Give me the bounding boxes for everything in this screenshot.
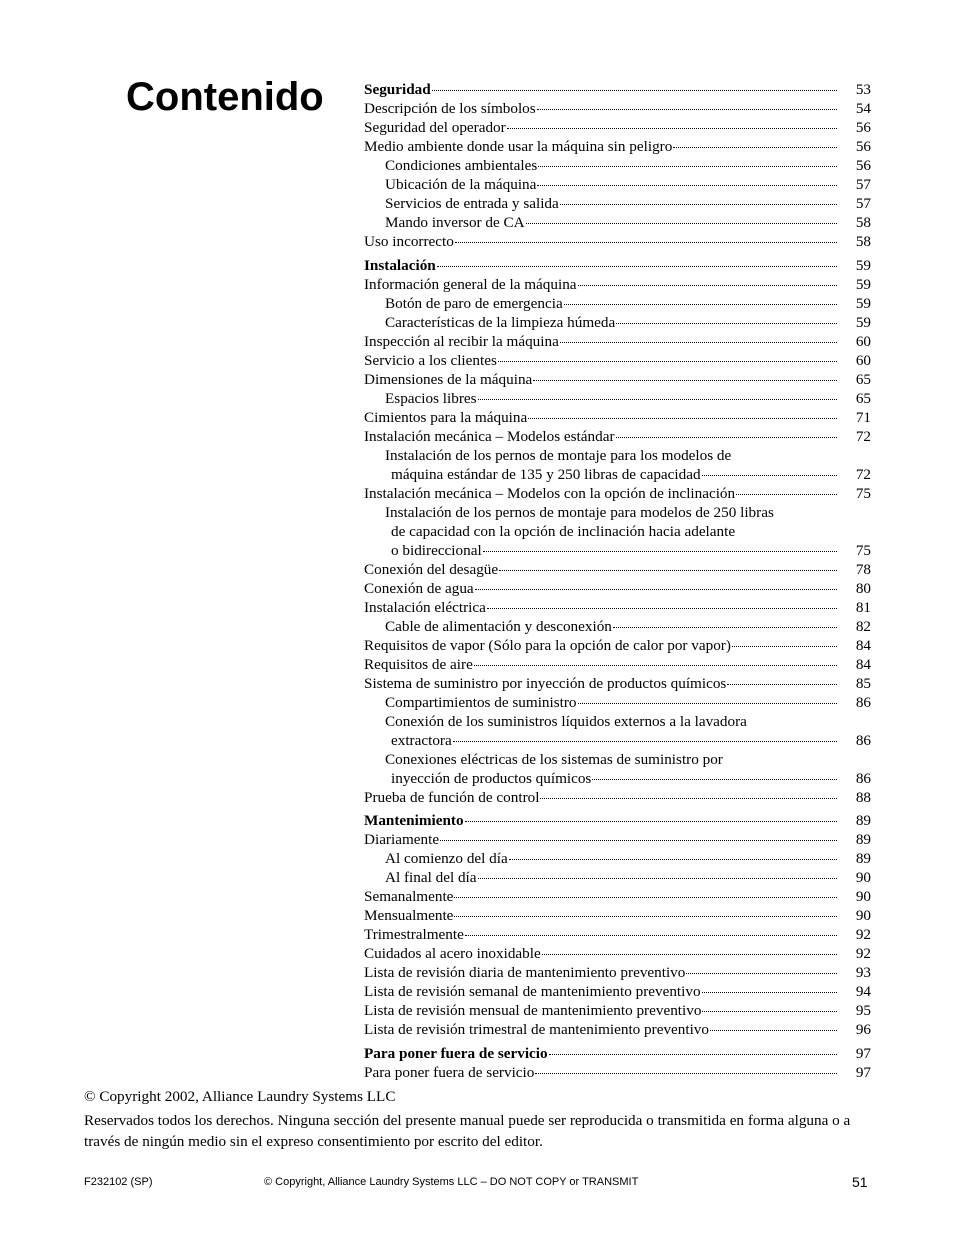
toc-entry [364, 1001, 871, 1020]
toc-dot-leader [578, 703, 837, 704]
toc-page-number: 59 [855, 275, 871, 293]
toc-dot-leader [616, 437, 838, 438]
toc-page-number: 85 [855, 674, 871, 692]
toc-dot-leader [538, 166, 837, 167]
toc-entry [364, 370, 871, 389]
toc-entry-title: Servicio a los clientes [364, 351, 497, 369]
toc-entry [364, 484, 871, 503]
toc-entry-title: Conexión del desagüe [364, 560, 499, 578]
toc-dot-leader [533, 380, 837, 381]
toc-entry-title: Condiciones ambientales [385, 157, 538, 174]
toc-page-number: 75 [855, 541, 871, 559]
toc-dot-leader [475, 589, 837, 590]
toc-page-number: 93 [855, 964, 871, 982]
toc-entry-title: Espacios libres [385, 389, 477, 407]
toc-dot-leader [478, 399, 837, 400]
toc-entry [364, 465, 871, 484]
toc-entry [364, 427, 871, 446]
toc-entry-title: Trimestralmente [364, 926, 464, 944]
toc-entry [364, 769, 871, 788]
toc-entry-title: inyección de productos químicos [391, 769, 592, 787]
toc-entry [364, 99, 871, 118]
toc-page-number: 71 [855, 408, 871, 426]
toc-dot-leader [528, 418, 837, 419]
toc-page-number: 89 [855, 831, 871, 849]
toc-dot-leader [465, 935, 837, 936]
toc-dot-leader [702, 992, 837, 993]
toc-entry [364, 712, 871, 731]
toc-dot-leader [732, 646, 837, 647]
toc-page-number: 86 [855, 693, 871, 711]
toc-page-number: 60 [855, 351, 871, 369]
toc-entry-title: Requisitos de vapor (Sólo para la opción de calor por vapor) [364, 636, 731, 654]
toc-entry [364, 118, 871, 137]
toc-entry [364, 906, 871, 925]
toc-entry [364, 275, 871, 294]
toc-page-number: 90 [855, 869, 871, 887]
toc-dot-leader [537, 109, 837, 110]
toc-section [364, 811, 871, 1039]
toc-page-number: 95 [855, 1002, 871, 1020]
toc-entry [364, 674, 871, 693]
toc-entry-title: Al comienzo del día [385, 850, 508, 868]
toc-page-number: 60 [855, 332, 871, 350]
toc-entry [364, 982, 871, 1001]
toc-entry-title: Lista de revisión semanal de mantenimiento preventivo [364, 983, 701, 1001]
toc-page-number: 78 [855, 560, 871, 578]
toc-dot-leader [487, 608, 837, 609]
toc-section-heading [364, 80, 871, 99]
toc-entry-title: Medio ambiente donde usar la máquina sin peligro [364, 138, 673, 155]
toc-entry-title: Conexión de los suministros líquidos externos a la lavadora [385, 712, 747, 730]
toc-entry-title: Mantenimiento [364, 812, 464, 830]
toc-entry-title: máquina estándar de 135 y 250 libras de capacidad [391, 465, 701, 483]
toc-page-number: 56 [855, 138, 871, 155]
toc-dot-leader [535, 1073, 837, 1074]
toc-section [364, 256, 871, 807]
toc-dot-leader [736, 494, 837, 495]
toc-dot-leader [710, 1030, 837, 1031]
toc-page-number: 72 [855, 427, 871, 445]
toc-dot-leader [454, 916, 837, 917]
toc-entry [364, 788, 871, 807]
toc-page-number: 89 [855, 812, 871, 830]
toc-entry-title: Botón de paro de emergencia [385, 294, 563, 312]
toc-entry [364, 137, 871, 156]
toc-dot-leader [483, 551, 837, 552]
toc-dot-leader [454, 897, 837, 898]
toc-entry [364, 313, 871, 332]
toc-entry [364, 750, 871, 769]
toc-entry [364, 963, 871, 982]
toc-entry [364, 232, 871, 251]
toc-dot-leader [526, 223, 837, 224]
toc-page-number: 84 [855, 636, 871, 654]
toc-entry [364, 175, 871, 194]
toc-entry [364, 213, 871, 232]
toc-entry-title: Características de la limpieza húmeda [385, 313, 616, 331]
toc-entry-title: Inspección al recibir la máquina [364, 332, 559, 350]
toc-dot-leader [437, 266, 837, 267]
toc-entry [364, 389, 871, 408]
toc-entry-title: Mando inversor de CA [385, 214, 525, 231]
toc-page-number: 90 [855, 888, 871, 906]
toc-section-heading [364, 256, 871, 275]
toc-page-number: 65 [855, 370, 871, 388]
toc-entry [364, 617, 871, 636]
toc-entry-title: Instalación mecánica – Modelos estándar [364, 427, 615, 445]
toc-page-number: 59 [855, 313, 871, 331]
toc-entry-title: Diariamente [364, 831, 440, 849]
toc-page-number: 92 [855, 945, 871, 963]
toc-entry-title: Descripción de los símbolos [364, 100, 536, 117]
toc-dot-leader [432, 90, 837, 91]
toc-dot-leader [537, 185, 837, 186]
toc-entry-title: Cable de alimentación y desconexión [385, 617, 612, 635]
toc-entry-title: Cuidados al acero inoxidable [364, 945, 541, 963]
toc-dot-leader [509, 859, 837, 860]
toc-page-number: 90 [855, 907, 871, 925]
toc-page-number: 94 [855, 983, 871, 1001]
toc-dot-leader [673, 147, 837, 148]
toc-dot-leader [702, 1011, 837, 1012]
toc-page-number: 96 [855, 1021, 871, 1039]
toc-section-heading [364, 811, 871, 830]
toc-dot-leader [540, 798, 837, 799]
toc-page-number: 65 [855, 389, 871, 407]
toc-entry [364, 944, 871, 963]
toc-page-number: 58 [855, 233, 871, 250]
toc-entry-title: Instalación de los pernos de montaje para modelos de 250 libras [385, 503, 774, 521]
toc-entry-title: Información general de la máquina [364, 275, 577, 293]
toc-entry [364, 522, 871, 541]
toc-dot-leader [616, 323, 837, 324]
toc-entry-title: Cimientos para la máquina [364, 408, 528, 426]
toc-page-number: 57 [855, 176, 871, 193]
toc-page-number: 89 [855, 850, 871, 868]
toc-entry [364, 887, 871, 906]
toc-page-number: 80 [855, 579, 871, 597]
toc-dot-leader [727, 684, 837, 685]
copyright-notice: © Copyright, Alliance Laundry Systems LLC – DO NOT COPY or TRANSMIT [264, 1176, 639, 1188]
toc-dot-leader [613, 627, 837, 628]
toc-entry-title: Prueba de función de control [364, 788, 540, 806]
toc-page-number: 58 [855, 214, 871, 231]
toc-dot-leader [507, 128, 837, 129]
toc-section-heading [364, 1044, 871, 1063]
toc-page-number: 97 [855, 1063, 871, 1081]
rights-statement: Reservados todos los derechos. Ninguna sección del presente manual puede ser reproducida o transmitida en forma alguna o a través de ningún medio sin el expreso consentimiento por escrito del editor. [84, 1112, 851, 1150]
toc-entry [364, 598, 871, 617]
toc-page-number: 72 [855, 465, 871, 483]
toc-entry [364, 156, 871, 175]
toc-entry [364, 351, 871, 370]
toc-dot-leader [560, 204, 837, 205]
toc-entry [364, 655, 871, 674]
toc-dot-leader [564, 304, 837, 305]
toc-entry-title: Dimensiones de la máquina [364, 370, 533, 388]
toc-entry-title: Uso incorrecto [364, 233, 454, 250]
toc-dot-leader [478, 878, 837, 879]
toc-page-number: 86 [855, 731, 871, 749]
toc-dot-leader [542, 954, 837, 955]
toc-entry-title: o bidireccional [391, 541, 482, 559]
copyright-line: © Copyright 2002, Alliance Laundry Systems LLC [84, 1088, 396, 1105]
toc-page-number: 56 [855, 157, 871, 174]
toc-entry-title: extractora [391, 731, 452, 749]
toc-entry-title: de capacidad con la opción de inclinación hacia adelante [391, 522, 736, 540]
toc-entry [364, 1020, 871, 1039]
toc-page-number: 84 [855, 655, 871, 673]
toc-section [364, 1044, 871, 1082]
toc-page-number: 88 [855, 788, 871, 806]
toc-entry-title: Seguridad del operador [364, 119, 506, 136]
toc-page-number: 53 [855, 81, 871, 98]
toc-dot-leader [686, 973, 837, 974]
toc-page-number: 86 [855, 769, 871, 787]
toc-entry [364, 579, 871, 598]
toc-entry-title: Lista de revisión trimestral de mantenimiento preventivo [364, 1021, 709, 1039]
toc-page-number: 75 [855, 484, 871, 502]
toc-dot-leader [474, 665, 837, 666]
toc-page-number: 92 [855, 926, 871, 944]
toc-entry-title: Seguridad [364, 81, 431, 98]
toc-page-number: 56 [855, 119, 871, 136]
toc-entry-title: Al final del día [385, 869, 477, 887]
toc-dot-leader [498, 361, 837, 362]
copyright-block [84, 1086, 884, 1152]
toc-page-number: 97 [855, 1044, 871, 1062]
toc-entry-title: Para poner fuera de servicio [364, 1044, 548, 1062]
toc-entry [364, 925, 871, 944]
toc-entry-title: Ubicación de la máquina [385, 176, 537, 193]
toc-dot-leader [549, 1054, 837, 1055]
toc-dot-leader [465, 821, 837, 822]
toc-dot-leader [499, 570, 837, 571]
toc-entry-title: Instalación de los pernos de montaje para los modelos de [385, 446, 732, 464]
toc-entry-title: Conexiones eléctricas de los sistemas de suministro por [385, 750, 723, 768]
toc-entry [364, 1063, 871, 1082]
toc-entry [364, 503, 871, 522]
toc-entry [364, 636, 871, 655]
toc-entry-title: Sistema de suministro por inyección de productos químicos [364, 674, 727, 692]
toc-entry [364, 446, 871, 465]
page-title: Contenido [126, 75, 324, 119]
toc-entry-title: Conexión de agua [364, 579, 474, 597]
table-of-contents [364, 80, 871, 1086]
toc-entry-title: Para poner fuera de servicio [364, 1063, 535, 1081]
toc-entry [364, 693, 871, 712]
toc-page-number: 59 [855, 256, 871, 274]
toc-entry-title: Instalación mecánica – Modelos con la opción de inclinación [364, 484, 736, 502]
toc-entry-title: Instalación [364, 256, 436, 274]
toc-entry [364, 332, 871, 351]
toc-entry-title: Servicios de entrada y salida [385, 195, 559, 212]
toc-entry [364, 868, 871, 887]
toc-dot-leader [560, 342, 837, 343]
toc-page-number: 82 [855, 617, 871, 635]
toc-dot-leader [578, 285, 837, 286]
toc-page-number: 54 [855, 100, 871, 117]
toc-entry-title: Semanalmente [364, 888, 454, 906]
toc-page-number: 59 [855, 294, 871, 312]
toc-entry [364, 731, 871, 750]
toc-dot-leader [440, 840, 837, 841]
toc-dot-leader [453, 741, 837, 742]
toc-entry-title: Instalación eléctrica [364, 598, 486, 616]
toc-entry [364, 408, 871, 427]
toc-page-number: 57 [855, 195, 871, 212]
toc-entry [364, 541, 871, 560]
toc-entry-title: Lista de revisión mensual de mantenimiento preventivo [364, 1002, 702, 1020]
toc-page-number: 81 [855, 598, 871, 616]
toc-entry [364, 830, 871, 849]
page-number: 51 [852, 1174, 868, 1190]
toc-entry-title: Mensualmente [364, 907, 454, 925]
toc-entry [364, 560, 871, 579]
toc-dot-leader [455, 242, 837, 243]
toc-entry [364, 849, 871, 868]
toc-dot-leader [702, 475, 837, 476]
toc-entry-title: Lista de revisión diaria de mantenimiento preventivo [364, 964, 686, 982]
document-id: F232102 (SP) [84, 1176, 153, 1188]
toc-entry [364, 194, 871, 213]
toc-entry-title: Compartimientos de suministro [385, 693, 577, 711]
toc-entry-title: Requisitos de aire [364, 655, 473, 673]
toc-entry [364, 294, 871, 313]
toc-dot-leader [592, 779, 837, 780]
toc-section [364, 80, 871, 251]
